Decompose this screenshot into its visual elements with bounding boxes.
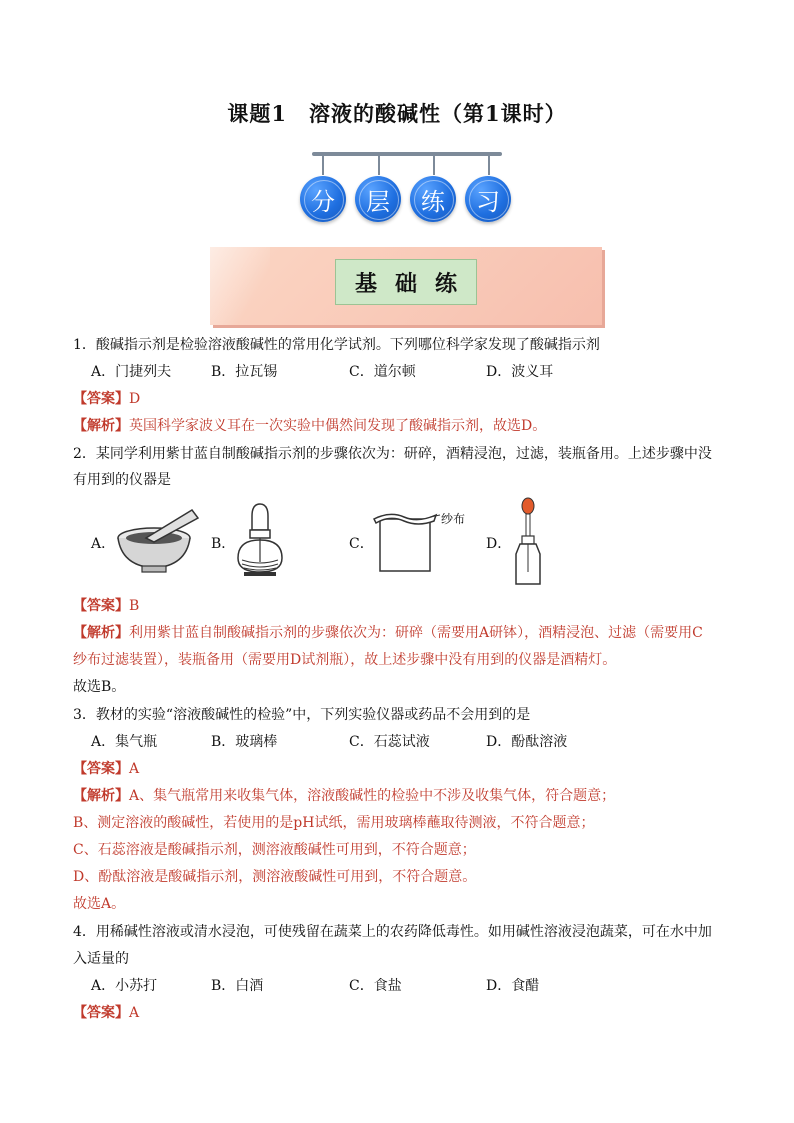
answer-tag: 【答案】: [73, 1005, 129, 1021]
q4-answer: [73, 1003, 139, 1023]
q4-stem-line2: 入适量的: [73, 951, 129, 967]
q4-option-b: B．白酒: [211, 978, 264, 994]
q3-answer: [73, 759, 139, 779]
hanging-string: [433, 155, 435, 175]
section-header: [210, 247, 602, 325]
analysis-text: 英国科学家波义耳在一次实验中偶然间发现了酸碱指示剂，故选D。: [129, 418, 547, 434]
page-title: 课题1 溶液的酸碱性（第1课时）: [227, 101, 567, 126]
q2-analysis-line2: 纱布过滤装置），装瓶备用（需要用D试剂瓶），故上述步骤中没有用到的仪器是酒精灯。: [73, 652, 617, 668]
mortar-icon: [112, 500, 204, 578]
analysis-text: 利用紫甘蓝自制酸碱指示剂的步骤依次为：研碎（需要用A研钵），酒精浸泡、过滤（需要用C: [129, 625, 703, 641]
q3-option-c: C．石蕊试液: [349, 734, 430, 750]
answer-tag: 【答案】: [73, 761, 129, 777]
q2-stem-line1: 2．某同学利用紫甘蓝自制酸碱指示剂的步骤依次为：研碎，酒精浸泡，过滤，装瓶备用。上述步骤中没: [73, 446, 712, 462]
q3-analysis-line2: B、测定溶液的酸碱性，若使用的是pH试纸，需用玻璃棒蘸取待测液，不符合题意；: [73, 815, 595, 831]
q2-stem-line2: 有用到的仪器是: [73, 472, 171, 488]
analysis-tag: 【解析】: [73, 418, 129, 434]
q4-option-d: D．食醋: [486, 978, 540, 994]
q1-option-b: B．拉瓦锡: [211, 364, 278, 380]
answer-tag: 【答案】: [73, 598, 129, 614]
q3-analysis-line1: [73, 786, 615, 806]
q4-stem-line1: 4．用稀碱性溶液或清水浸泡，可使残留在蔬菜上的农药降低毒性。如用碱性溶液浸泡蔬菜，可在水中加: [73, 924, 712, 940]
hanging-string: [488, 155, 490, 175]
q2-conclusion: 故选B。: [73, 679, 126, 695]
q3-option-b: B．玻璃棒: [211, 734, 278, 750]
q2-option-a-label: A．: [91, 536, 116, 552]
banner-char: 练: [410, 176, 456, 222]
q2-option-d-label: D．: [486, 536, 512, 552]
section-title: 基础练: [335, 259, 477, 305]
q1-option-a: A．门捷列夫: [91, 364, 172, 380]
analysis-tag: 【解析】: [73, 625, 129, 641]
q3-conclusion: 故选A。: [73, 896, 126, 912]
banner-char: 层: [355, 176, 401, 222]
q2-option-c-label: C．: [349, 536, 374, 552]
answer-value: B: [129, 598, 140, 614]
q1-answer: [73, 389, 140, 409]
q4-option-c: C．食盐: [349, 978, 402, 994]
q1-analysis: [73, 416, 546, 436]
answer-value: A: [129, 761, 140, 777]
q3-analysis-line3: C、石蕊溶液是酸碱指示剂，测溶液酸碱性可用到，不符合题意；: [73, 842, 476, 858]
gauze-label: 纱布: [441, 512, 466, 526]
banner-char: 分: [300, 176, 346, 222]
hanging-string: [322, 155, 324, 175]
banner-char: 习: [465, 176, 511, 222]
hanging-string: [378, 155, 380, 175]
answer-tag: 【答案】: [73, 391, 129, 407]
answer-value: D: [129, 391, 141, 407]
q2-analysis-line1: [73, 623, 703, 643]
practice-banner: [300, 150, 520, 226]
q3-option-d: D．酚酞溶液: [486, 734, 568, 750]
q1-option-d: D．波义耳: [486, 364, 554, 380]
answer-value: A: [129, 1005, 140, 1021]
q3-analysis-line4: D、酚酞溶液是酸碱指示剂，测溶液酸碱性可用到，不符合题意。: [73, 869, 477, 885]
q3-option-a: A．集气瓶: [91, 734, 158, 750]
alcohol-lamp-icon: [230, 500, 290, 582]
analysis-tag: 【解析】: [73, 788, 129, 804]
dropper-bottle-icon: [508, 496, 548, 586]
q1-stem: 1．酸碱指示剂是检验溶液酸碱性的常用化学试剂。下列哪位科学家发现了酸碱指示剂: [73, 337, 600, 353]
q2-option-b-label: B．: [211, 536, 236, 552]
hanging-bar: [312, 152, 502, 156]
q2-answer: [73, 596, 139, 616]
q3-stem: 3．教材的实验“溶液酸碱性的检验”中，下列实验仪器或药品不会用到的是: [73, 707, 531, 723]
q1-option-c: C．道尔顿: [349, 364, 416, 380]
q4-option-a: A．小苏打: [91, 978, 158, 994]
analysis-text: A、集气瓶常用来收集气体，溶液酸碱性的检验中不涉及收集气体，符合题意；: [129, 788, 616, 804]
